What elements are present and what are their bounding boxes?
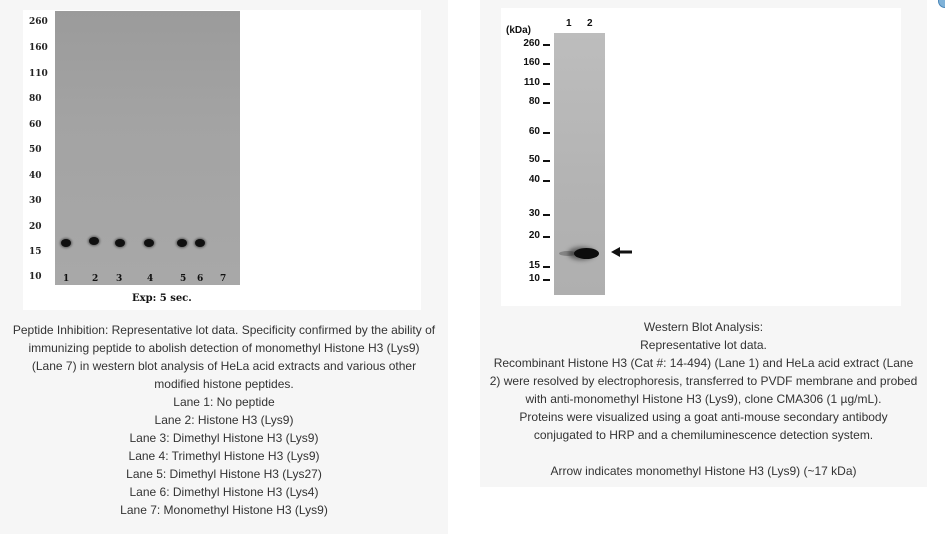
arrow-note: Arrow indicates monomethyl Histone H3 (Lys9) (~17 kDa)	[550, 464, 857, 478]
caption-line: immunizing peptide to abolish detection of monomethyl Histone H3 (Lys9)	[28, 341, 420, 355]
mw-marker: 260	[523, 38, 540, 49]
mw-marker: 20	[528, 230, 540, 241]
band-lane-1	[61, 239, 71, 247]
mw-tick	[543, 102, 550, 104]
caption-line: Representative lot data.	[640, 338, 767, 352]
caption-line: (Lane 7) in western blot analysis of HeLa acid extracts and various other	[31, 359, 417, 373]
lane-description: Lane 1: No peptide	[173, 395, 275, 409]
mw-tick	[543, 44, 550, 46]
mw-tick	[543, 279, 550, 281]
band-lane-6	[195, 239, 205, 247]
mw-marker: 30	[29, 196, 42, 206]
mw-marker: 30	[528, 208, 540, 219]
band-lane-4	[144, 239, 154, 247]
mw-marker: 50	[29, 145, 42, 155]
caption-line: with anti-monomethyl Histone H3 (Lys9), clone CMA306 (1 µg/mL).	[525, 392, 882, 406]
mw-marker: 80	[29, 94, 42, 104]
mw-marker: 10	[29, 272, 42, 282]
band-lane-5	[177, 239, 187, 247]
mw-marker: 160	[29, 43, 48, 53]
blot-membrane	[55, 11, 240, 285]
lane-label: 3	[116, 274, 123, 284]
mw-marker: 10	[528, 273, 540, 284]
lane-label: 2	[587, 18, 593, 29]
right-figure-panel	[480, 0, 927, 487]
lane-description: Lane 2: Histone H3 (Lys9)	[154, 413, 294, 427]
band-lane-2	[574, 248, 599, 259]
lane-label: 7	[220, 274, 227, 284]
lane-description: Lane 4: Trimethyl Histone H3 (Lys9)	[128, 449, 320, 463]
peptide-inhibition-blot-figure	[23, 10, 421, 310]
mw-marker: 20	[29, 222, 42, 232]
mw-marker: 260	[29, 17, 48, 27]
figure-caption	[480, 318, 927, 480]
mw-marker: 50	[528, 154, 540, 165]
band-lane-2	[89, 237, 99, 245]
western-blot-figure	[501, 8, 901, 306]
lane-label: 2	[92, 274, 99, 284]
mw-tick	[543, 236, 550, 238]
mw-tick	[543, 63, 550, 65]
lane-label: 5	[180, 274, 187, 284]
caption-line: modified histone peptides.	[154, 377, 294, 391]
caption-line: 2) were resolved by electrophoresis, transferred to PVDF membrane and probed	[489, 374, 918, 388]
mw-marker: 15	[528, 260, 540, 271]
mw-tick	[543, 132, 550, 134]
caption-line: Proteins were visualized using a goat anti-mouse secondary antibody	[519, 410, 888, 424]
lane-description: Lane 3: Dimethyl Histone H3 (Lys9)	[129, 431, 319, 445]
mw-marker: 110	[29, 69, 48, 79]
caption-line: Western Blot Analysis:	[643, 320, 764, 334]
mw-marker: 60	[528, 126, 540, 137]
mw-tick	[543, 266, 550, 268]
mw-tick	[543, 214, 550, 216]
mw-marker: 160	[523, 57, 540, 68]
lane-description: Lane 5: Dimethyl Histone H3 (Lys27)	[126, 467, 322, 481]
left-figure-panel	[0, 0, 448, 534]
mw-tick	[543, 180, 550, 182]
caption-spacer	[480, 444, 927, 462]
lane-description: Lane 6: Dimethyl Histone H3 (Lys4)	[129, 485, 319, 499]
caption-line: conjugated to HRP and a chemiluminescence detection system.	[533, 428, 874, 442]
lane-label: 1	[63, 274, 70, 284]
lane-label: 4	[147, 274, 154, 284]
figure-caption	[6, 321, 442, 519]
mw-marker: 40	[29, 171, 42, 181]
mw-marker: 15	[29, 247, 42, 257]
lane-label: 1	[566, 18, 572, 29]
arrow-icon	[611, 246, 633, 258]
mw-marker: 80	[528, 96, 540, 107]
caption-line: Recombinant Histone H3 (Cat #: 14-494) (Lane 1) and HeLa acid extract (Lane	[493, 356, 914, 370]
mw-marker: 60	[29, 120, 42, 130]
mw-marker: 40	[528, 174, 540, 185]
lane-label: 6	[197, 274, 204, 284]
lane-description: Lane 7: Monomethyl Histone H3 (Lys9)	[120, 503, 328, 517]
mw-tick	[543, 160, 550, 162]
band-lane-3	[115, 239, 125, 247]
mw-marker: 110	[523, 77, 540, 88]
mw-tick	[543, 83, 550, 85]
corner-indicator-icon	[938, 0, 945, 8]
caption-line: Peptide Inhibition: Representative lot data. Specificity confirmed by the ability of	[12, 323, 436, 337]
unit-label: (kDa)	[506, 25, 532, 36]
exposure-label: Exp: 5 sec.	[132, 293, 192, 304]
